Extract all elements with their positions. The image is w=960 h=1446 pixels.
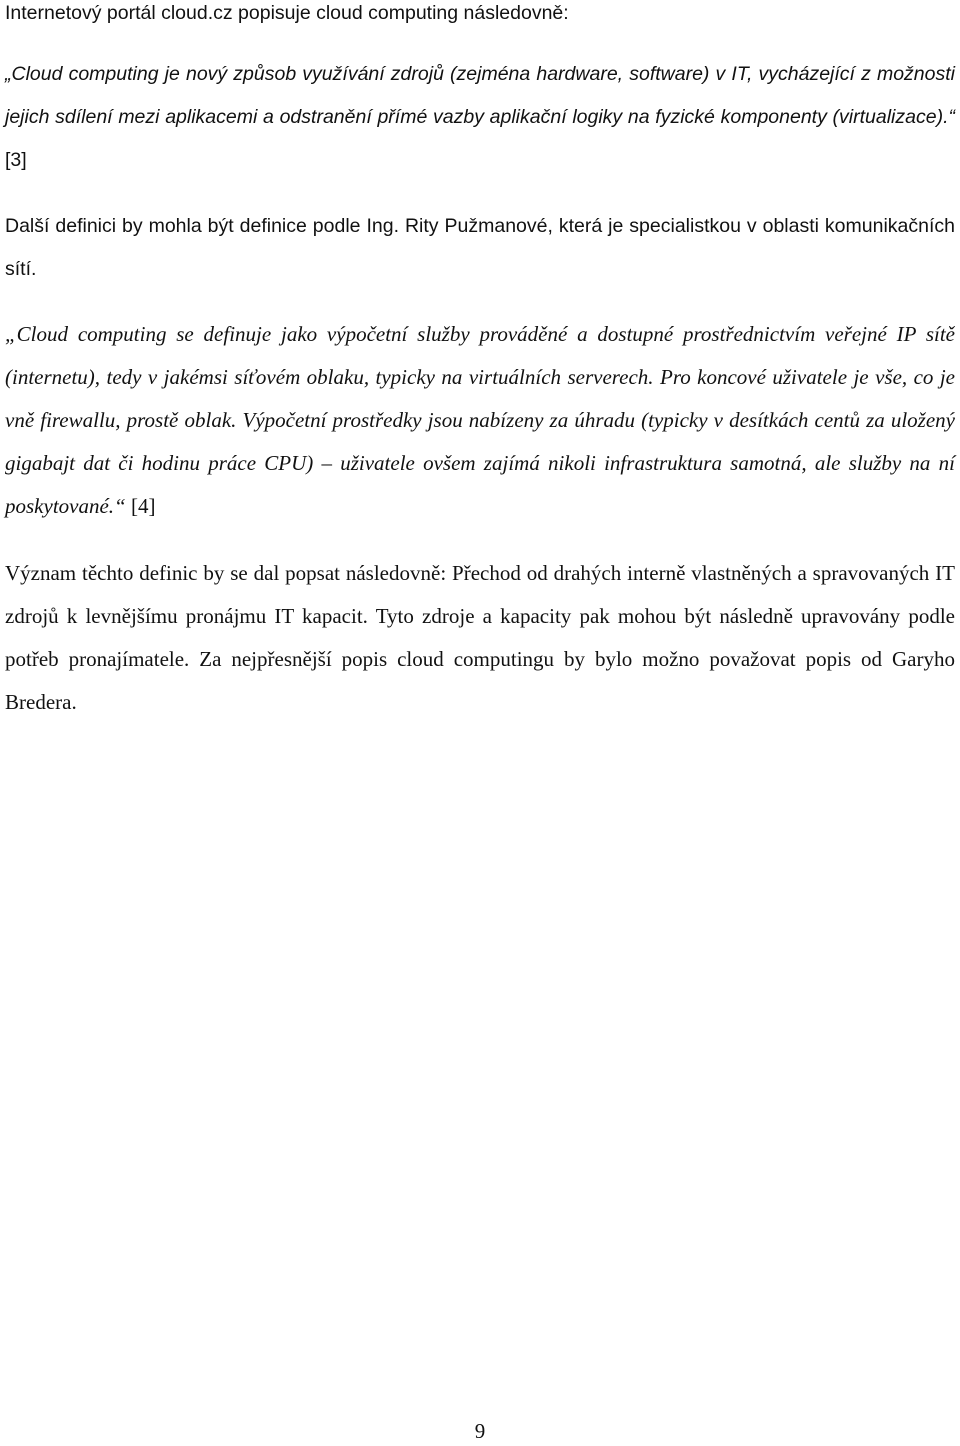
intro-paragraph: Internetový portál cloud.cz popisuje cloud computing následovně:	[5, 2, 569, 24]
meaning-paragraph: Význam těchto definic by se dal popsat následovně: Přechod od drahých interně vlastněných a spravovaných IT zdrojů k levnějšímu pronájmu IT kapacit. Tyto zdroje a kapacity pak mohou být následně upravovány podle potřeb pronajímatele. Za nejpřesnější popis cloud computingu by bylo možno považovat popis od Garyho Bredera.	[5, 561, 955, 714]
quote-paragraph-puzmanova	[5, 313, 955, 528]
page-number: 9	[474, 1419, 486, 1443]
quote-text: „Cloud computing je nový způsob využívání zdrojů (zejména hardware, software) v IT, vycházející z možnosti jejich sdílení mezi aplikacemi a odstranění přímé vazby aplikační logiky na fyzické komponenty (virtualizace).“	[5, 63, 955, 128]
citation-reference: [4]	[125, 494, 156, 518]
citation-reference: [3]	[5, 149, 27, 171]
definition-intro-paragraph: Další definici by mohla být definice podle Ing. Rity Pužmanové, která je specialistkou v oblasti komunikačních sítí.	[5, 215, 955, 280]
quote-paragraph-cloud-cz	[5, 53, 955, 182]
quote-text: „Cloud computing se definuje jako výpočetní služby prováděné a dostupné prostřednictvím veřejné IP sítě (internetu), tedy v jakémsi síťovém oblaku, typicky na virtuálních serverech. Pro koncové uživatele je vše, co je vně firewallu, prostě oblak. Výpočetní prostředky jsou nabízeny za úhradu (typicky v desítkách centů za uložený gigabajt dat či hodinu práce CPU) – uživatele ovšem zajímá nikoli infrastruktura samotná, ale služby na ní poskytované.“	[5, 322, 955, 518]
